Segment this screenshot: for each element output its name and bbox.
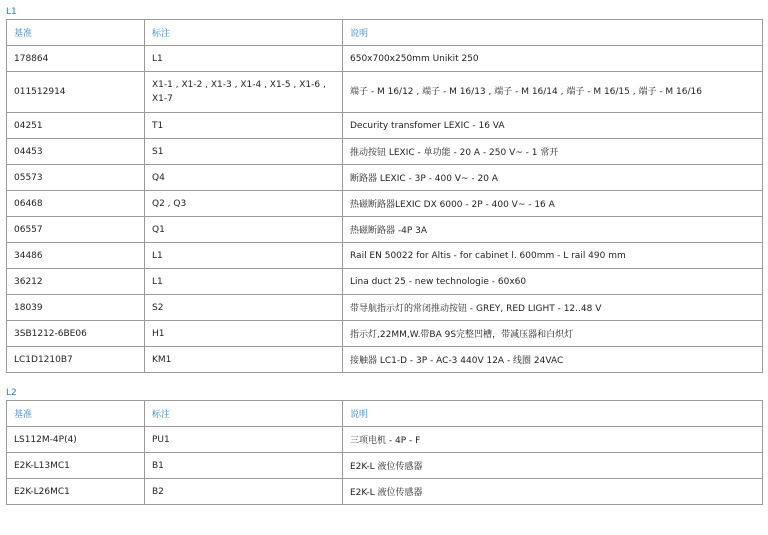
table-row <box>7 295 763 321</box>
cell-label: L1 <box>145 269 343 295</box>
parts-table-l1 <box>6 19 763 373</box>
parts-table-l2 <box>6 400 763 505</box>
cell-description: 断路器 LEXIC - 3P - 400 V~ - 20 A <box>343 165 763 191</box>
cell-description: 端子 - M 16/12 , 端子 - M 16/13 , 端子 - M 16/14 , 端子 - M 16/15 , 端子 - M 16/16 <box>343 72 763 113</box>
cell-reference: 011512914 <box>7 72 145 113</box>
section-l1-title: L1 <box>6 7 17 17</box>
table-header-row <box>7 20 763 46</box>
cell-description: 650x700x250mm Unikit 250 <box>343 46 763 72</box>
cell-description: Decurity transfomer LEXIC - 16 VA <box>343 113 763 139</box>
cell-reference: 18039 <box>7 295 145 321</box>
cell-reference: LC1D1210B7 <box>7 347 145 373</box>
cell-reference: 3SB1212-6BE06 <box>7 321 145 347</box>
table-row <box>7 321 763 347</box>
cell-description: 推动按钮 LEXIC - 单功能 - 20 A - 250 V~ - 1 常开 <box>343 139 763 165</box>
table-row <box>7 165 763 191</box>
cell-label: L1 <box>145 243 343 269</box>
table-row <box>7 427 763 453</box>
cell-description: E2K-L 液位传感器 <box>343 453 763 479</box>
table-row <box>7 479 763 505</box>
cell-reference: 04251 <box>7 113 145 139</box>
cell-label: H1 <box>145 321 343 347</box>
section-l2-title: L2 <box>6 388 17 398</box>
cell-reference: 04453 <box>7 139 145 165</box>
cell-description: 指示灯,22MM,W.带BA 9S完整凹槽，带减压器和白炽灯 <box>343 321 763 347</box>
cell-reference: 05573 <box>7 165 145 191</box>
cell-label: S2 <box>145 295 343 321</box>
cell-label: B1 <box>145 453 343 479</box>
table-row <box>7 72 763 113</box>
table-row <box>7 217 763 243</box>
table-row <box>7 139 763 165</box>
cell-description: 接触器 LC1-D - 3P - AC-3 440V 12A - 线圈 24VAC <box>343 347 763 373</box>
table-row <box>7 269 763 295</box>
cell-label: B2 <box>145 479 343 505</box>
table-row <box>7 113 763 139</box>
cell-label: KM1 <box>145 347 343 373</box>
cell-description: 热磁断路器 -4P 3A <box>343 217 763 243</box>
cell-reference: 36212 <box>7 269 145 295</box>
header-description: 说明 <box>343 20 763 46</box>
cell-reference: 34486 <box>7 243 145 269</box>
header-reference: 基准 <box>7 401 145 427</box>
cell-label: Q2 , Q3 <box>145 191 343 217</box>
header-label: 标注 <box>145 401 343 427</box>
cell-reference: E2K-L26MC1 <box>7 479 145 505</box>
cell-reference: 06468 <box>7 191 145 217</box>
table-row <box>7 46 763 72</box>
header-reference: 基准 <box>7 20 145 46</box>
cell-label: S1 <box>145 139 343 165</box>
table-row <box>7 453 763 479</box>
table-header-row <box>7 401 763 427</box>
cell-description: E2K-L 液位传感器 <box>343 479 763 505</box>
cell-description: 三项电机 - 4P - F <box>343 427 763 453</box>
cell-label: Q4 <box>145 165 343 191</box>
table-row <box>7 191 763 217</box>
header-description: 说明 <box>343 401 763 427</box>
header-label: 标注 <box>145 20 343 46</box>
cell-reference: LS112M-4P(4) <box>7 427 145 453</box>
cell-reference: E2K-L13MC1 <box>7 453 145 479</box>
cell-label: L1 <box>145 46 343 72</box>
table-row <box>7 347 763 373</box>
table-row <box>7 243 763 269</box>
cell-description: 带导航指示灯的常闭推动按钮 - GREY, RED LIGHT - 12..48 V <box>343 295 763 321</box>
cell-label: PU1 <box>145 427 343 453</box>
cell-description: Lina duct 25 - new technologie - 60x60 <box>343 269 763 295</box>
cell-label: Q1 <box>145 217 343 243</box>
cell-reference: 178864 <box>7 46 145 72</box>
cell-label: T1 <box>145 113 343 139</box>
cell-description: 热磁断路器LEXIC DX 6000 - 2P - 400 V~ - 16 A <box>343 191 763 217</box>
cell-description: Rail EN 50022 for Altis - for cabinet l. 600mm - L rail 490 mm <box>343 243 763 269</box>
cell-label: X1-1 , X1-2 , X1-3 , X1-4 , X1-5 , X1-6 , X1-7 <box>145 72 343 113</box>
cell-reference: 06557 <box>7 217 145 243</box>
